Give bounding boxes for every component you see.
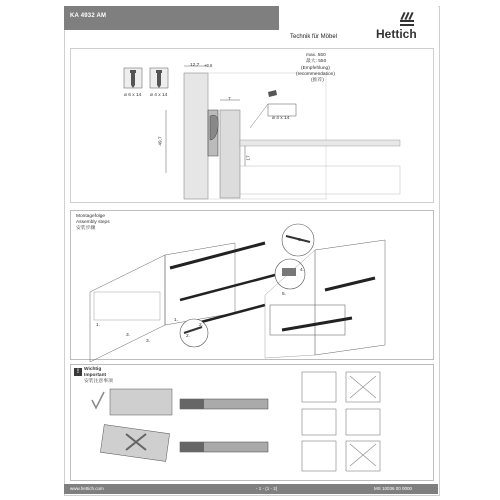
max-length: max. 550 [306, 53, 326, 58]
recommendation-cn: (推荐) [311, 78, 324, 83]
step-3: 3. [126, 333, 131, 338]
step-1b: 1. [96, 323, 101, 328]
assembly-title-de: Montagefolge [76, 214, 106, 219]
screw-label-6x14: ø 6 x 14 [124, 93, 142, 98]
footer-page: - 1 - (1 - 2) [256, 486, 278, 491]
hettich-logo-icon [398, 10, 416, 28]
footer-ms-code: MS 10036 00 0000 [374, 486, 413, 491]
important-drawing [70, 364, 432, 479]
max-length-cn: 最大: 550 [306, 59, 327, 64]
header-bar [64, 6, 279, 30]
dim-12-7: 12,7 [190, 63, 200, 68]
doc-code: KA 4932 AM [70, 13, 107, 19]
dimension-drawing [70, 48, 432, 201]
important-en: Important [84, 373, 107, 378]
brand-name: Hettich [376, 27, 417, 41]
step-3b: 3. [146, 339, 151, 344]
recommendation-en: (recommendation) [296, 72, 335, 77]
step-4: 4. [300, 268, 305, 273]
footer-bar [64, 484, 438, 494]
subtitle: Technik für Möbel [290, 34, 338, 40]
step-2: 2. [199, 323, 204, 328]
recommendation-de: (Empfehlung) [301, 66, 330, 71]
dim-12-7-tol: +0,6 [204, 63, 213, 68]
important-cn: 安装注意事项 [84, 379, 113, 384]
dim-7: 7 [228, 97, 231, 102]
assembly-drawing [70, 210, 432, 358]
important-de: Wichtig [84, 367, 102, 372]
step-6: 6. [298, 238, 303, 243]
step-5: 5. [282, 292, 287, 297]
assembly-title-cn: 安装步骤 [76, 226, 96, 231]
dim-17: 17 [246, 155, 252, 161]
assembly-title-en: Assembly steps [76, 220, 110, 225]
footer-url: www.hettich.com [70, 486, 104, 491]
screw-label-wall-4x14: ø 4 x 14 [272, 116, 290, 121]
dim-49-7: 49,7 [158, 136, 164, 146]
important-badge: ! [74, 368, 82, 376]
step-2b: 2. [186, 334, 191, 339]
step-1: 1. [174, 318, 179, 323]
screw-label-4x14: ø 4 x 14 [150, 93, 168, 98]
